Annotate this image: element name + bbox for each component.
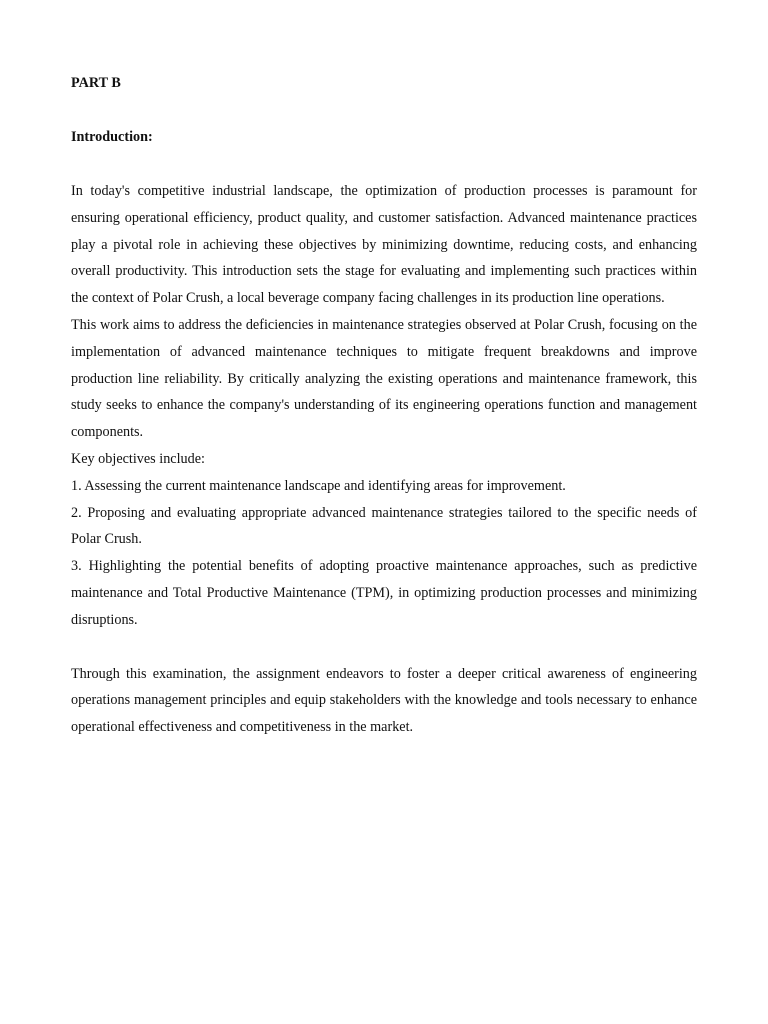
objective-item-2: 2. Proposing and evaluating appropriate advanced maintenance strategies tailored to the specific needs of Polar Crush. xyxy=(71,504,697,548)
objective-item-3: 3. Highlighting the potential benefits of adopting proactive maintenance approaches, such as predictive maintenance and Total Productive Maintenance (TPM), in optimizing production processes and minimizing disruptions. xyxy=(71,558,697,628)
spacer xyxy=(71,151,697,178)
objectives-intro: Key objectives include: xyxy=(71,450,205,467)
document-page xyxy=(71,70,697,741)
paragraph-conclusion: Through this examination, the assignment endeavors to foster a deeper critical awareness of engineering operations management principles and equip stakeholders with the knowledge and tools necessary to enhance operational effectiveness and competitiveness in the market. xyxy=(71,665,697,736)
objective-item-1: 1. Assessing the current maintenance landscape and identifying areas for improvement. xyxy=(71,477,566,494)
introduction-body xyxy=(71,178,697,741)
section-title: Introduction: xyxy=(71,129,153,145)
spacer xyxy=(71,634,697,661)
spacer xyxy=(71,97,697,124)
paragraph-context: In today's competitive industrial landscape, the optimization of production processes is paramount for ensuring operational efficiency, product quality, and customer satisfaction. Advanced maintenance practices play a pivotal role in achieving these objectives by minimizing downtime, reducing costs, and enhancing overall productivity. This introduction sets the stage for evaluating and implementing such practices within the context of Polar Crush, a local beverage company facing challenges in its production line operations. xyxy=(71,183,697,307)
paragraph-aims: This work aims to address the deficiencies in maintenance strategies observed at Polar Crush, focusing on the implementation of advanced maintenance techniques to mitigate frequent breakdowns and improve production line reliability. By critically analyzing the existing operations and maintenance framework, this study seeks to enhance the company's understanding of its engineering operations function and management components. xyxy=(71,316,697,441)
part-title: PART B xyxy=(71,75,121,91)
